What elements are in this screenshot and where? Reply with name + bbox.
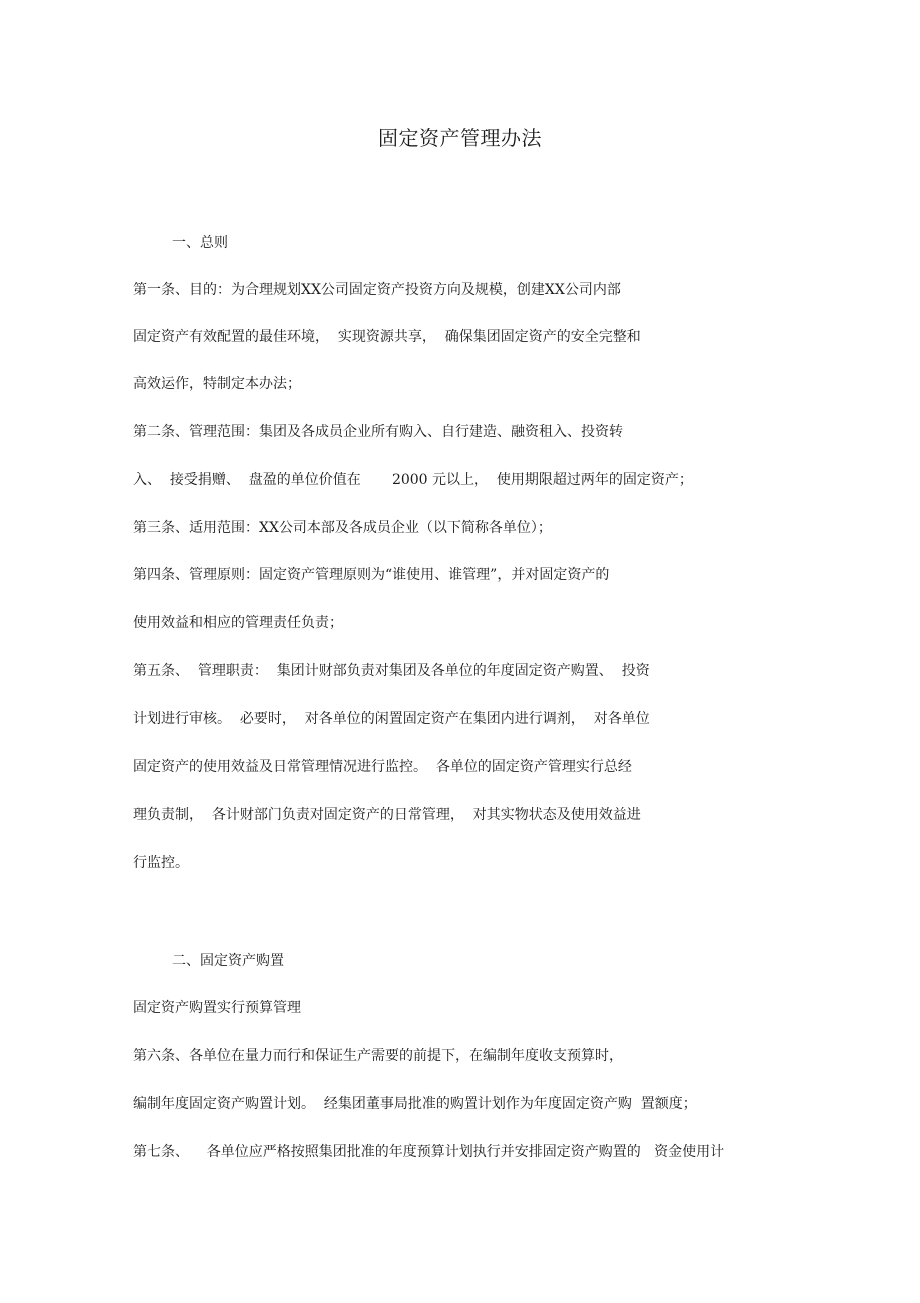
section-heading-purchase: 二、固定资产购置 xyxy=(172,953,284,969)
article-line: 固定资产购置实行预算管理 xyxy=(133,1000,301,1016)
article-line: 第二条、管理范围：集团及各成员企业所有购入、自行建造、融资租入、投资转 xyxy=(133,424,623,440)
article-line: 第三条、适用范围：XX公司本部及各成员企业（以下简称各单位）； xyxy=(133,520,552,536)
article-line: 编制年度固定资产购置计划。 经集团董事局批准的购置计划作为年度固定资产购 置额度； xyxy=(133,1096,697,1112)
section-heading-general: 一、总则 xyxy=(172,235,228,251)
article-line: 第六条、各单位在量力而行和保证生产需要的前提下，在编制年度收支预算时， xyxy=(133,1048,623,1064)
article-line: 第四条、管理原则：固定资产管理原则为“谁使用、谁管理”，并对固定资产的 xyxy=(133,567,610,583)
article-line: 第一条、目的：为合理规划XX公司固定资产投资方向及规模，创建XX公司内部 xyxy=(133,282,621,298)
article-line: 计划进行审核。 必要时， 对各单位的闲置固定资产在集团内进行调剂， 对各单位 xyxy=(133,711,650,727)
article-line: 行监控。 xyxy=(133,855,189,871)
article-line: 固定资产有效配置的最佳环境， 实现资源共享， 确保集团固定资产的安全完整和 xyxy=(133,329,641,345)
article-line: 固定资产的使用效益及日常管理情况进行监控。 各单位的固定资产管理实行总经 xyxy=(133,759,632,775)
article-line: 高效运作，特制定本办法； xyxy=(133,376,301,392)
article-line: 入、 接受捐赠、 盘盈的单位价值在 2000 元以上， 使用期限超过两年的固定资产； xyxy=(133,472,693,488)
article-line: 理负责制， 各计财部门负责对固定资产的日常管理， 对其实物状态及使用效益进 xyxy=(133,807,641,823)
document-title: 固定资产管理办法 xyxy=(378,126,542,150)
article-line: 第七条、 各单位应严格按照集团批准的年度预算计划执行并安排固定资产购置的 资金使用计 xyxy=(133,1144,725,1160)
article-line: 使用效益和相应的管理责任负责； xyxy=(133,615,343,631)
article-line: 第五条、 管理职责： 集团计财部负责对集团及各单位的年度固定资产购置、 投资 xyxy=(133,663,650,679)
